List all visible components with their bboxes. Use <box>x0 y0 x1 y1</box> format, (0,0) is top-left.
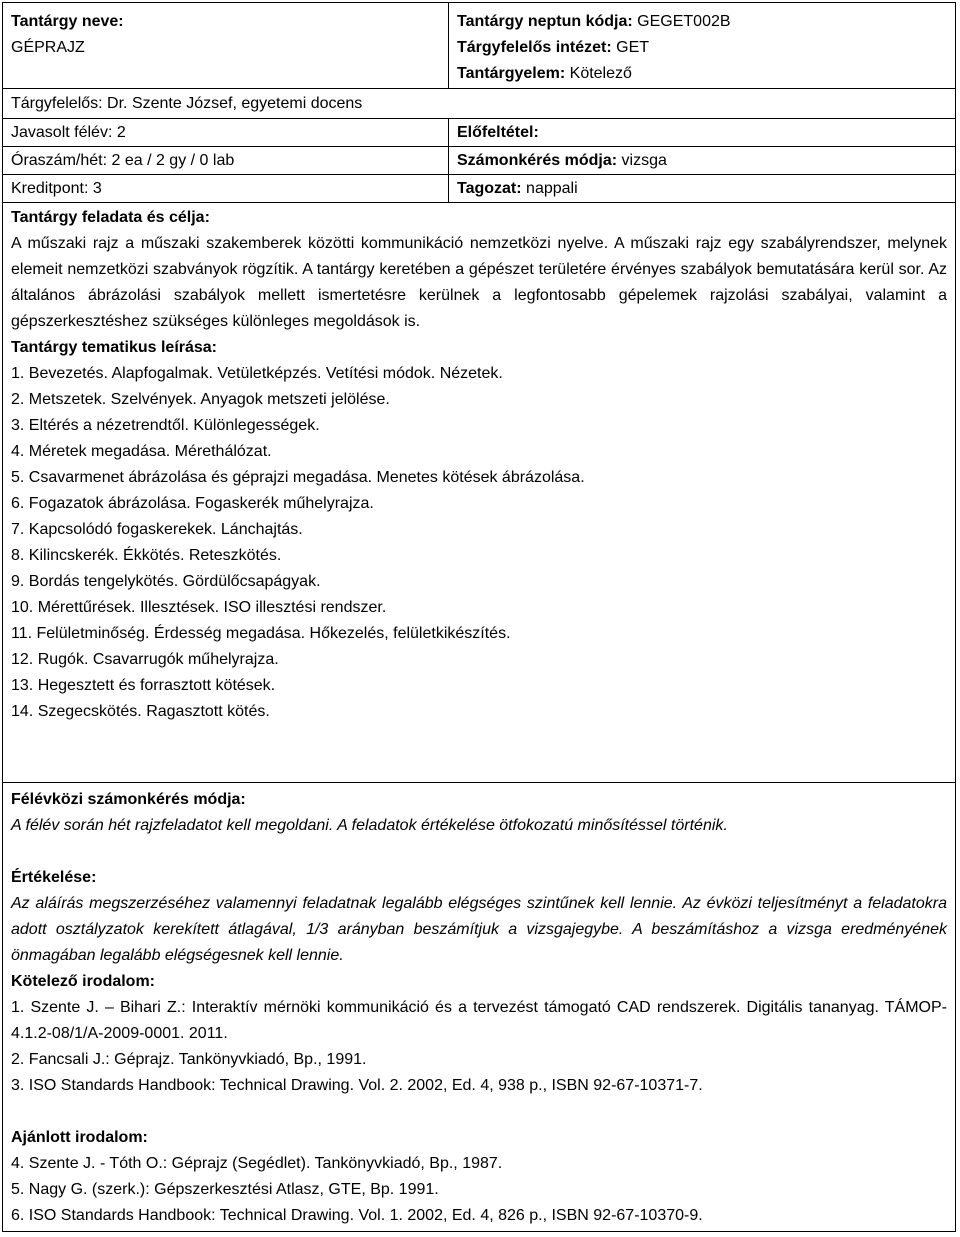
neptun-cell <box>448 3 955 88</box>
prereq-label: Előfeltétel: <box>457 124 539 141</box>
prereq-cell <box>448 119 955 146</box>
semester-row <box>3 119 955 147</box>
hours-label: Óraszám/hét: <box>11 152 108 169</box>
credit-row <box>3 175 955 203</box>
semester-label: Javasolt félév: <box>11 124 113 141</box>
evaluation-label: Értékelése: <box>11 869 97 886</box>
subject-name-cell <box>3 3 448 88</box>
institute: GET <box>616 39 650 56</box>
hours-cell <box>3 147 448 174</box>
recommended-lit-item: 4. Szente J. - Tóth O.: Géprajz (Segédlet). Tankönyvkiadó, Bp., 1987. <box>11 1155 503 1172</box>
responsible-row <box>3 89 955 119</box>
neptun-label: Tantárgy neptun kódja: <box>457 13 633 30</box>
topic-item: 7. Kapcsolódó fogaskerekek. Lánchajtás. <box>11 521 303 538</box>
section-label: Tagozat: <box>457 180 522 197</box>
topic-item: 8. Kilincskerék. Ékkötés. Reteszkötés. <box>11 547 282 564</box>
subject-name-label: Tantárgy neve: <box>11 13 124 30</box>
responsible: Dr. Szente József, egyetemi docens <box>107 95 363 112</box>
required-lit-item: 3. ISO Standards Handbook: Technical Drawing. Vol. 2. 2002, Ed. 4, 938 p., ISBN 92-67-10371-7. <box>11 1077 703 1094</box>
section: nappali <box>526 180 578 197</box>
required-lit-item: 2. Fancsali J.: Géprajz. Tankönyvkiadó, Bp., 1991. <box>11 1051 367 1068</box>
purpose-section <box>3 205 955 725</box>
subject-name: GÉPRAJZ <box>11 39 85 56</box>
topic-item: 13. Hegesztett és forrasztott kötések. <box>11 677 276 694</box>
hours: 2 ea / 2 gy / 0 lab <box>111 152 235 169</box>
exam: vizsga <box>621 152 667 169</box>
course-sheet <box>2 2 956 1232</box>
recommended-lit-item: 6. ISO Standards Handbook: Technical Drawing. Vol. 1. 2002, Ed. 4, 826 p., ISBN 92-67-10370-9. <box>11 1207 703 1224</box>
topics-list <box>11 361 947 725</box>
assessment-section <box>3 787 955 1229</box>
topic-item: 2. Metszetek. Szelvények. Anyagok metszeti jelölése. <box>11 391 390 408</box>
exam-cell <box>448 147 955 174</box>
credit-label: Kreditpont: <box>11 180 89 197</box>
purpose-text: A műszaki rajz a műszaki szakemberek közötti kommunikáció nemzetközi nyelve. A műszaki rajz egy szabályrendszer, melynek elemeit nemzetközi szabványok rögzítik. A tantárgy keretében a gépészet területére érvényes szabályok bemutatására kerül sor. Az általános ábrázolási szabályok mellett ismertetésre kerülnek a legfontosabb gépelemek rajzolási szabályai, valamint a gépszerkesztéshez szükséges különleges megoldások is. <box>11 235 947 330</box>
neptun-code: GEGET002B <box>637 13 731 30</box>
institute-label: Tárgyfelelős intézet: <box>457 39 612 56</box>
element: Kötelező <box>569 65 632 82</box>
topic-item: 3. Eltérés a nézetrendtől. Különlegességek. <box>11 417 320 434</box>
evaluation-text: Az aláírás megszerzéséhez valamennyi feladatnak legalább elégséges szintűnek kell lennie. Az évközi teljesítményt a feladatokra adott osztályzatok kerekített átlagával, 1/3 arányban beszámítjuk a vizsgajegybe. A beszámításhoz a vizsga eredményének önmagában legalább elégségesnek kell lennie. <box>11 895 947 964</box>
topic-item: 1. Bevezetés. Alapfogalmak. Vetületképzés. Vetítési módok. Nézetek. <box>11 365 503 382</box>
topic-item: 9. Bordás tengelykötés. Gördülőcsapágyak. <box>11 573 321 590</box>
topic-item: 14. Szegecskötés. Ragasztott kötés. <box>11 703 270 720</box>
topic-item: 4. Méretek megadása. Mérethálózat. <box>11 443 272 460</box>
credit: 3 <box>92 180 102 197</box>
midterm-label: Félévközi számonkérés módja: <box>11 791 246 808</box>
responsible-label: Tárgyfelelős: <box>11 95 103 112</box>
responsible-cell <box>3 89 955 118</box>
credit-cell <box>3 175 448 202</box>
recommended-lit-label: Ajánlott irodalom: <box>11 1129 148 1146</box>
exam-label: Számonkérés módja: <box>457 152 618 169</box>
topic-item: 11. Felületminőség. Érdesség megadása. Hőkezelés, felületkikészítés. <box>11 625 511 642</box>
semester: 2 <box>116 124 126 141</box>
topic-item: 12. Rugók. Csavarrugók műhelyrajza. <box>11 651 279 668</box>
topic-item: 5. Csavarmenet ábrázolása és géprajzi megadása. Menetes kötések ábrázolása. <box>11 469 585 486</box>
midterm-text: A félév során hét rajzfeladatot kell megoldani. A feladatok értékelése ötfokozatú minősítéssel történik. <box>11 817 728 834</box>
semester-cell <box>3 119 448 146</box>
recommended-lit-item: 5. Nagy G. (szerk.): Gépszerkesztési Atlasz, GTE, Bp. 1991. <box>11 1181 439 1198</box>
required-lit-item: 1. Szente J. – Bihari Z.: Interaktív mérnöki kommunikáció és a tervezést támogató CAD rendszerek. Digitális tananyag. TÁMOP-4.1.2-08/1/A-2009-0001. 2011. <box>11 999 947 1042</box>
required-lit-label: Kötelező irodalom: <box>11 973 156 990</box>
hours-row <box>3 147 955 175</box>
topic-item: 6. Fogazatok ábrázolása. Fogaskerék műhelyrajza. <box>11 495 374 512</box>
element-label: Tantárgyelem: <box>457 65 566 82</box>
purpose-topics-row <box>3 203 955 783</box>
section-cell <box>448 175 955 202</box>
topic-item: 10. Mérettűrések. Illesztések. ISO illesztési rendszer. <box>11 599 387 616</box>
topics-label: Tantárgy tematikus leírása: <box>11 339 218 356</box>
purpose-label: Tantárgy feladata és célja: <box>11 209 210 226</box>
header-row-1 <box>3 3 955 89</box>
